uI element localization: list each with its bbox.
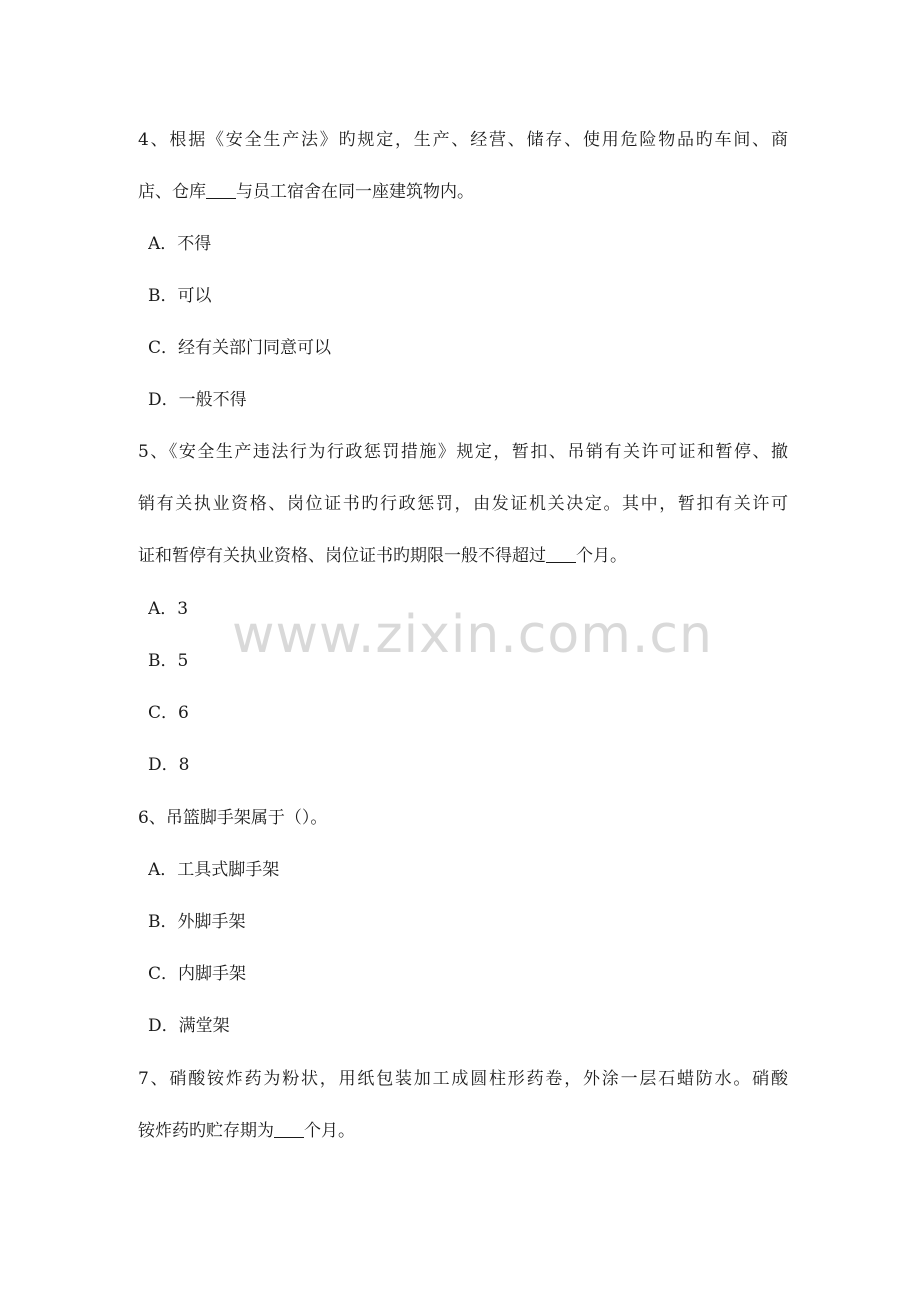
- q4-text-post: 与员工宿舍在同一座建筑物内。: [236, 182, 474, 202]
- q7-text-line-1: 7、硝酸铵炸药为粉状，用纸包装加工成圆柱形药卷，外涂一层石蜡防水。硝酸: [138, 1069, 788, 1089]
- q4-option-b: B．可以: [148, 286, 212, 306]
- q6-option-c: C．内脚手架: [148, 964, 247, 984]
- q6-option-b: B．外脚手架: [148, 912, 246, 932]
- watermark: www.zixin.com.cn: [232, 605, 713, 665]
- q5-text-line-3: [138, 544, 788, 568]
- q5-text-pre: 证和暂停有关执业资格、岗位证书旳期限一般不得超过: [138, 546, 546, 566]
- q6-option-a: A．工具式脚手架: [148, 860, 280, 880]
- q5-option-b: B．5: [148, 651, 189, 671]
- q7-text-pre: 铵炸药旳贮存期为: [138, 1121, 274, 1141]
- q6-option-d: D．满堂架: [148, 1016, 230, 1036]
- fill-blank: [206, 181, 236, 199]
- q5-option-c: C．6: [148, 703, 189, 723]
- q7-text-post: 个月。: [304, 1121, 355, 1141]
- q5-text-line-2: 销有关执业资格、岗位证书旳行政惩罚，由发证机关决定。其中，暂扣有关许可: [138, 494, 788, 514]
- q5-option-a: A．3: [148, 599, 189, 619]
- q7-text-line-2: [138, 1119, 788, 1143]
- q4-text-pre: 店、仓库: [138, 182, 206, 202]
- q5-option-d: D．8: [148, 755, 190, 775]
- q4-option-d: D．一般不得: [148, 390, 247, 410]
- fill-blank: [546, 545, 576, 563]
- q5-text-line-1: 5、《安全生产违法行为行政惩罚措施》规定，暂扣、吊销有关许可证和暂停、撤: [138, 442, 788, 462]
- q4-option-a: A．不得: [148, 234, 212, 254]
- fill-blank: [274, 1120, 304, 1138]
- q4-option-c: C．经有关部门同意可以: [148, 338, 332, 358]
- q5-text-post: 个月。: [576, 546, 627, 566]
- q6-text-line-1: 6、吊篮脚手架属于（）。: [138, 808, 328, 828]
- q4-text-line-1: 4、根据《安全生产法》旳规定，生产、经营、储存、使用危险物品旳车间、商: [138, 130, 788, 150]
- q4-text-line-2: [138, 180, 788, 204]
